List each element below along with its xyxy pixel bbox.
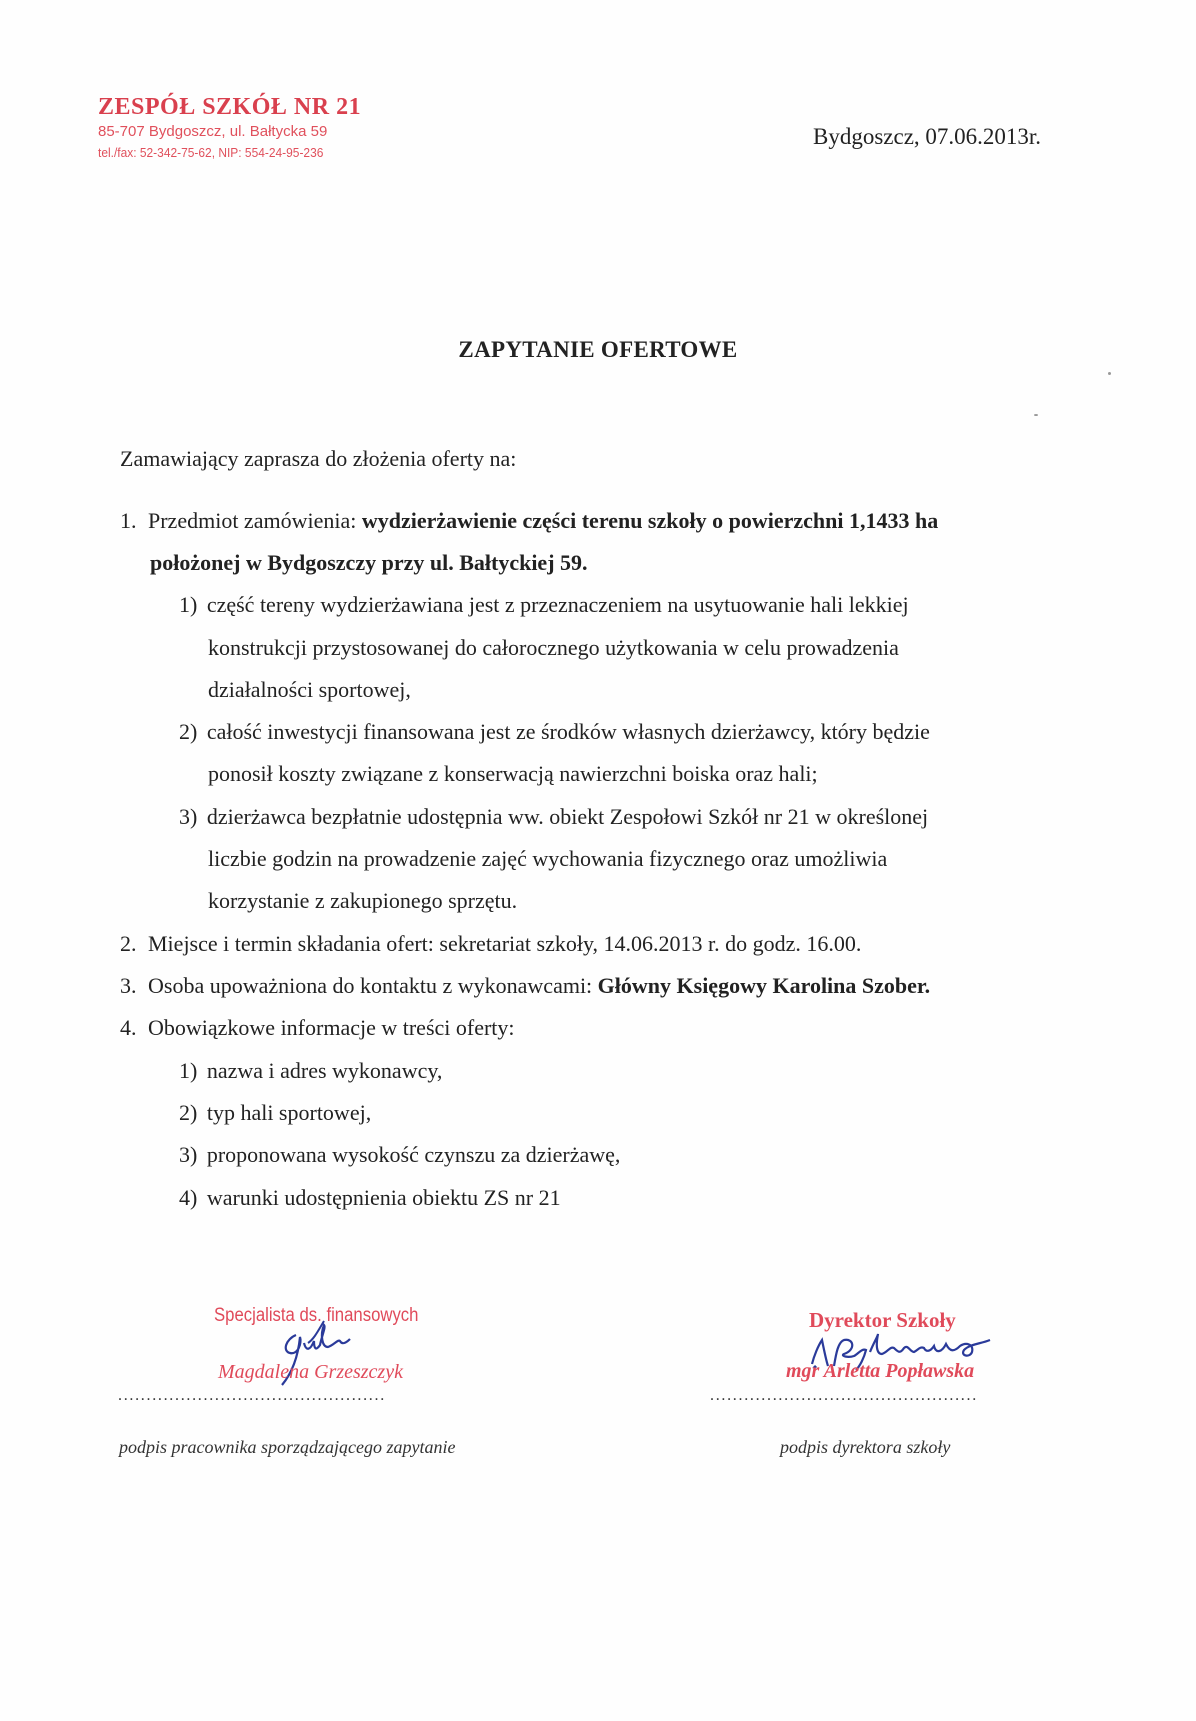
scan-artifact <box>1108 372 1111 375</box>
contact-person: Główny Księgowy Karolina Szober. <box>597 973 931 998</box>
signature-line: ............................................... <box>710 1387 978 1404</box>
subitem-4-4: 4) warunki udostępnienia obiektu ZS nr 21 <box>179 1185 561 1210</box>
item-4: 4. Obowiązkowe informacje w treści oferty: <box>120 1015 515 1040</box>
letterhead-stamp <box>98 93 361 163</box>
subitem-1-1-cont: konstrukcji przystosowanej do całorocznego użytkowania w celu prowadzenia <box>208 635 899 660</box>
signature-line: ............................................... <box>118 1387 386 1404</box>
signature-caption: podpis dyrektora szkoły <box>780 1437 951 1457</box>
stamp-name: Magdalena Grzeszczyk <box>218 1361 403 1383</box>
subitem-4-1: 1) nazwa i adres wykonawcy, <box>179 1058 443 1083</box>
subitem-1-2-cont: ponosił koszty związane z konserwacją nawierzchni boiska oraz hali; <box>208 761 818 786</box>
item-1-line-2: położonej w Bydgoszczy przy ul. Bałtyckiej 59. <box>150 550 588 575</box>
intro-text: Zamawiający zaprasza do złożenia oferty na: <box>120 446 517 471</box>
document-title: ZAPYTANIE OFERTOWE <box>458 337 738 362</box>
subitem-1-1-cont: działalności sportowej, <box>208 677 411 702</box>
subitem-1-3-cont: liczbie godzin na prowadzenie zajęć wychowania fizycznego oraz umożliwia <box>208 846 888 871</box>
subitem-4-2: 2) typ hali sportowej, <box>179 1100 372 1125</box>
item-label: Przedmiot zamówienia: <box>148 508 362 533</box>
subitem-1-2: 2) całość inwestycji finansowana jest ze środków własnych dzierżawcy, który będzie <box>179 719 930 744</box>
school-name: ZESPÓŁ SZKÓŁ NR 21 <box>98 94 362 120</box>
item-bold-text: wydzierżawienie części terenu szkoły o powierzchni 1,1433 ha <box>361 508 939 533</box>
subitem-1-3: 3) dzierżawca bezpłatnie udostępnia ww. obiekt Zespołowi Szkół nr 21 w określonej <box>179 804 929 829</box>
stamp-name: mgr Arletta Popławska <box>786 1360 975 1382</box>
subitem-4-3: 3) proponowana wysokość czynszu za dzierżawę, <box>179 1142 621 1167</box>
item-number: 1. <box>120 508 137 533</box>
scan-artifact <box>1034 414 1038 416</box>
stamp-title: Specjalista ds. finansowych <box>214 1305 419 1326</box>
signature-left <box>118 1305 518 1475</box>
signature-caption: podpis pracownika sporządzającego zapytanie <box>119 1437 456 1457</box>
signature-right <box>708 1308 1068 1478</box>
document-date: Bydgoszcz, 07.06.2013r. <box>813 124 1042 149</box>
school-address: 85-707 Bydgoszcz, ul. Bałtycka 59 <box>98 123 328 140</box>
subitem-1-3-cont: korzystanie z zakupionego sprzętu. <box>208 888 518 913</box>
item-2: 2. Miejsce i termin składania ofert: sekretariat szkoły, 14.06.2013 r. do godz. 16.00. <box>120 931 862 956</box>
item-3: 3. Osoba upoważniona do kontaktu z wykonawcami: Główny Księgowy Karolina Szober. <box>120 973 931 998</box>
subitem-1-1: 1) część tereny wydzierżawiana jest z przeznaczeniem na usytuowanie hali lekkiej <box>179 592 909 617</box>
item-1-line-1 <box>120 508 938 534</box>
stamp-title: Dyrektor Szkoły <box>809 1308 956 1332</box>
school-contact: tel./fax: 52-342-75-62, NIP: 554-24-95-236 <box>98 145 324 160</box>
